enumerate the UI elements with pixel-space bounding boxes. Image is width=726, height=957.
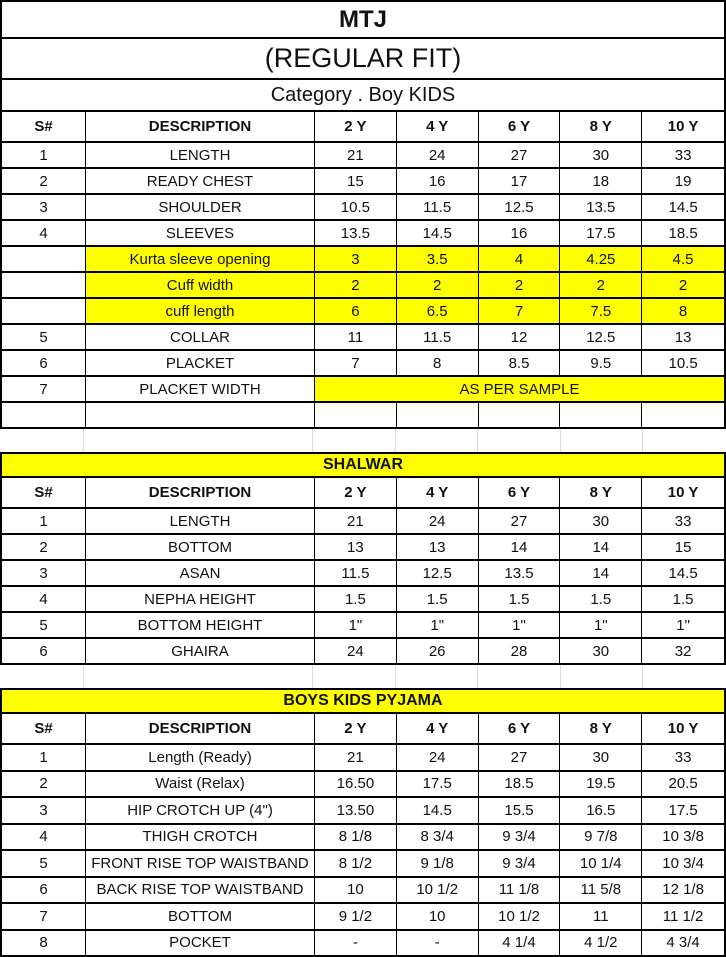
gridline-cell [396, 665, 479, 688]
shalwar-rows [2, 509, 724, 663]
value-cell: 9 7/8 [560, 825, 642, 850]
table-row [2, 904, 724, 931]
table-row [2, 247, 724, 273]
value-cell: 4.25 [560, 247, 642, 271]
value-cell: 27 [479, 143, 561, 167]
table-row [2, 535, 724, 561]
value-cell: 27 [479, 509, 561, 533]
value-cell: 13.5 [560, 195, 642, 219]
value-cell: 10 [315, 878, 397, 903]
serial-cell: 2 [2, 535, 86, 559]
value-cell: 3 [315, 247, 397, 271]
serial-cell: 1 [2, 745, 86, 770]
value-cell: 3.5 [397, 247, 479, 271]
description-cell: COLLAR [86, 325, 315, 349]
table-row [2, 299, 724, 325]
value-cell [479, 403, 561, 427]
value-cell: 11 [560, 904, 642, 929]
table-row [2, 221, 724, 247]
value-cell: 10 1/4 [560, 851, 642, 876]
column-header: 2 Y [315, 714, 397, 743]
value-cell [315, 403, 397, 427]
value-cell: 15 [642, 535, 724, 559]
value-cell: 1.5 [479, 587, 561, 611]
value-cell: 17.5 [642, 798, 724, 823]
table-row [2, 273, 724, 299]
value-cell: 13.50 [315, 798, 397, 823]
serial-cell [2, 403, 86, 427]
value-cell: 28 [479, 639, 561, 663]
value-cell: 11.5 [397, 325, 479, 349]
serial-cell: 1 [2, 143, 86, 167]
value-cell: 12.5 [479, 195, 561, 219]
value-cell: 14.5 [642, 561, 724, 585]
value-cell: 17 [479, 169, 561, 193]
value-cell: 9 1/2 [315, 904, 397, 929]
table-row [2, 377, 724, 403]
column-header: 6 Y [479, 478, 561, 507]
column-header: 8 Y [560, 478, 642, 507]
value-cell: 8 [642, 299, 724, 323]
gridline-cell [643, 429, 726, 452]
column-header: 8 Y [560, 714, 642, 743]
value-cell: 13 [315, 535, 397, 559]
column-header: DESCRIPTION [86, 112, 315, 141]
value-cell: 18 [560, 169, 642, 193]
value-cell: 24 [397, 745, 479, 770]
serial-cell: 5 [2, 325, 86, 349]
value-cell: 7 [315, 351, 397, 375]
kurta-rows [2, 143, 724, 427]
kurta-table [0, 0, 726, 429]
value-cell: 19.5 [560, 772, 642, 797]
value-cell: - [397, 931, 479, 956]
column-header: 4 Y [397, 714, 479, 743]
value-cell: 9 1/8 [397, 851, 479, 876]
value-cell: 24 [397, 143, 479, 167]
value-cell: 11 1/2 [642, 904, 724, 929]
gridline-cell [478, 665, 561, 688]
table-row [2, 772, 724, 799]
table-row [2, 561, 724, 587]
value-cell: 4 3/4 [642, 931, 724, 956]
description-cell: Length (Ready) [86, 745, 315, 770]
description-cell: ASAN [86, 561, 315, 585]
value-cell: 16 [479, 221, 561, 245]
column-header: S# [2, 714, 86, 743]
description-cell: PLACKET WIDTH [86, 377, 315, 401]
description-cell: cuff length [86, 299, 315, 323]
value-cell: 13 [397, 535, 479, 559]
table-row [2, 325, 724, 351]
value-cell: 4.5 [642, 247, 724, 271]
serial-cell: 4 [2, 825, 86, 850]
value-cell: 2 [479, 273, 561, 297]
value-cell: 8.5 [479, 351, 561, 375]
serial-cell: 7 [2, 904, 86, 929]
value-cell: 24 [397, 509, 479, 533]
value-cell: 1" [560, 613, 642, 637]
column-header: 6 Y [479, 714, 561, 743]
value-cell: 4 1/4 [479, 931, 561, 956]
value-cell: 21 [315, 143, 397, 167]
value-cell: 21 [315, 745, 397, 770]
value-cell: 10 [397, 904, 479, 929]
value-cell: 30 [560, 509, 642, 533]
gridline-cell [0, 665, 84, 688]
value-cell: 24 [315, 639, 397, 663]
description-cell: Kurta sleeve opening [86, 247, 315, 271]
value-cell: 13 [642, 325, 724, 349]
serial-cell: 3 [2, 798, 86, 823]
value-cell [642, 403, 724, 427]
shalwar-header-row [2, 478, 724, 509]
value-cell: 32 [642, 639, 724, 663]
table-row [2, 878, 724, 905]
column-header: 4 Y [397, 112, 479, 141]
gridline-cell [478, 429, 561, 452]
value-cell: 1" [479, 613, 561, 637]
table-row [2, 169, 724, 195]
value-cell: 8 [397, 351, 479, 375]
value-cell: 16.5 [560, 798, 642, 823]
gridline-cell [84, 665, 313, 688]
serial-cell: 6 [2, 639, 86, 663]
value-cell: 8 1/2 [315, 851, 397, 876]
serial-cell: 4 [2, 221, 86, 245]
value-cell: 10.5 [642, 351, 724, 375]
value-cell: 27 [479, 745, 561, 770]
value-cell: 1.5 [397, 587, 479, 611]
pyjama-banner: BOYS KIDS PYJAMA [2, 690, 724, 714]
column-header: 10 Y [642, 714, 724, 743]
gridline-cell [0, 429, 84, 452]
description-cell: Cuff width [86, 273, 315, 297]
value-cell: 12.5 [560, 325, 642, 349]
value-cell: 2 [315, 273, 397, 297]
value-cell: 2 [560, 273, 642, 297]
spacer-row [0, 429, 726, 452]
value-cell: 1" [315, 613, 397, 637]
value-cell: 30 [560, 143, 642, 167]
description-cell: BACK RISE TOP WAISTBAND [86, 878, 315, 903]
description-cell: BOTTOM [86, 535, 315, 559]
column-header: DESCRIPTION [86, 714, 315, 743]
column-header: S# [2, 478, 86, 507]
serial-cell: 6 [2, 351, 86, 375]
serial-cell: 1 [2, 509, 86, 533]
value-cell: 10 3/8 [642, 825, 724, 850]
gridline-cell [84, 429, 313, 452]
spacer-row [0, 665, 726, 688]
value-cell: 2 [642, 273, 724, 297]
value-cell: 10 1/2 [397, 878, 479, 903]
description-cell: BOTTOM [86, 904, 315, 929]
value-cell: 2 [397, 273, 479, 297]
shalwar-table [0, 452, 726, 665]
value-cell: 13.5 [479, 561, 561, 585]
description-cell: POCKET [86, 931, 315, 956]
value-cell: 17.5 [397, 772, 479, 797]
table-row [2, 195, 724, 221]
column-header: 8 Y [560, 112, 642, 141]
table-row [2, 931, 724, 956]
value-cell [560, 403, 642, 427]
table-row [2, 351, 724, 377]
description-cell: LENGTH [86, 509, 315, 533]
pyjama-header-row [2, 714, 724, 745]
value-cell: 9.5 [560, 351, 642, 375]
value-cell: 16.50 [315, 772, 397, 797]
value-cell: 30 [560, 639, 642, 663]
kurta-header-row [2, 110, 724, 143]
value-cell [397, 403, 479, 427]
value-cell: 1" [397, 613, 479, 637]
value-cell: 14.5 [397, 798, 479, 823]
table-row [2, 798, 724, 825]
description-cell: SHOULDER [86, 195, 315, 219]
description-cell: BOTTOM HEIGHT [86, 613, 315, 637]
value-cell: 26 [397, 639, 479, 663]
shalwar-banner: SHALWAR [2, 454, 724, 478]
description-cell: THIGH CROTCH [86, 825, 315, 850]
gridline-cell [643, 665, 726, 688]
description-cell: LENGTH [86, 143, 315, 167]
pyjama-rows [2, 745, 724, 955]
value-cell: 14 [560, 535, 642, 559]
page-title: MTJ [2, 2, 724, 39]
column-header: DESCRIPTION [86, 478, 315, 507]
value-cell: 7 [479, 299, 561, 323]
value-cell: 12 [479, 325, 561, 349]
table-row [2, 639, 724, 663]
column-header: 2 Y [315, 478, 397, 507]
value-cell: 6 [315, 299, 397, 323]
serial-cell: 8 [2, 931, 86, 956]
value-cell: 12 1/8 [642, 878, 724, 903]
serial-cell: 6 [2, 878, 86, 903]
serial-cell: 7 [2, 377, 86, 401]
gridline-cell [313, 665, 396, 688]
description-cell: PLACKET [86, 351, 315, 375]
value-cell: 21 [315, 509, 397, 533]
merged-value-cell: AS PER SAMPLE [315, 377, 724, 401]
value-cell: 16 [397, 169, 479, 193]
table-row [2, 745, 724, 772]
value-cell: 17.5 [560, 221, 642, 245]
pyjama-table [0, 688, 726, 957]
table-row [2, 403, 724, 427]
value-cell: 11 1/8 [479, 878, 561, 903]
gridline-cell [396, 429, 479, 452]
serial-cell: 4 [2, 587, 86, 611]
value-cell: 7.5 [560, 299, 642, 323]
value-cell: 14 [560, 561, 642, 585]
value-cell: 19 [642, 169, 724, 193]
table-row [2, 825, 724, 852]
value-cell: 1.5 [315, 587, 397, 611]
value-cell: 6.5 [397, 299, 479, 323]
gridline-cell [561, 665, 644, 688]
value-cell: 8 3/4 [397, 825, 479, 850]
description-cell: FRONT RISE TOP WAISTBAND [86, 851, 315, 876]
value-cell: 33 [642, 745, 724, 770]
column-header: 6 Y [479, 112, 561, 141]
value-cell: 1.5 [560, 587, 642, 611]
value-cell: 11 5/8 [560, 878, 642, 903]
description-cell: GHAIRA [86, 639, 315, 663]
table-row [2, 587, 724, 613]
description-cell: SLEEVES [86, 221, 315, 245]
value-cell: 8 1/8 [315, 825, 397, 850]
value-cell: - [315, 931, 397, 956]
value-cell: 11.5 [315, 561, 397, 585]
serial-cell: 5 [2, 613, 86, 637]
description-cell [86, 403, 315, 427]
value-cell: 15 [315, 169, 397, 193]
table-row [2, 851, 724, 878]
value-cell: 30 [560, 745, 642, 770]
value-cell: 9 3/4 [479, 825, 561, 850]
value-cell: 14.5 [642, 195, 724, 219]
value-cell: 9 3/4 [479, 851, 561, 876]
serial-cell [2, 273, 86, 297]
gridline-cell [561, 429, 644, 452]
value-cell: 13.5 [315, 221, 397, 245]
value-cell: 33 [642, 143, 724, 167]
table-row [2, 509, 724, 535]
value-cell: 10 1/2 [479, 904, 561, 929]
column-header: S# [2, 112, 86, 141]
serial-cell [2, 299, 86, 323]
column-header: 2 Y [315, 112, 397, 141]
value-cell: 10 3/4 [642, 851, 724, 876]
value-cell: 33 [642, 509, 724, 533]
description-cell: Waist (Relax) [86, 772, 315, 797]
value-cell: 14 [479, 535, 561, 559]
value-cell: 4 [479, 247, 561, 271]
description-cell: HIP CROTCH UP (4") [86, 798, 315, 823]
value-cell: 12.5 [397, 561, 479, 585]
value-cell: 11.5 [397, 195, 479, 219]
gridline-cell [313, 429, 396, 452]
column-header: 4 Y [397, 478, 479, 507]
value-cell: 15.5 [479, 798, 561, 823]
category-label: Category . Boy KIDS [2, 80, 724, 110]
description-cell: NEPHA HEIGHT [86, 587, 315, 611]
serial-cell: 2 [2, 169, 86, 193]
value-cell: 10.5 [315, 195, 397, 219]
serial-cell: 2 [2, 772, 86, 797]
serial-cell: 5 [2, 851, 86, 876]
column-header: 10 Y [642, 478, 724, 507]
table-row [2, 143, 724, 169]
description-cell: READY CHEST [86, 169, 315, 193]
value-cell: 18.5 [642, 221, 724, 245]
value-cell: 18.5 [479, 772, 561, 797]
serial-cell [2, 247, 86, 271]
fit-subtitle: (REGULAR FIT) [2, 39, 724, 80]
value-cell: 14.5 [397, 221, 479, 245]
value-cell: 4 1/2 [560, 931, 642, 956]
value-cell: 1" [642, 613, 724, 637]
table-row [2, 613, 724, 639]
column-header: 10 Y [642, 112, 724, 141]
value-cell: 11 [315, 325, 397, 349]
serial-cell: 3 [2, 561, 86, 585]
value-cell: 1.5 [642, 587, 724, 611]
value-cell: 20.5 [642, 772, 724, 797]
serial-cell: 3 [2, 195, 86, 219]
